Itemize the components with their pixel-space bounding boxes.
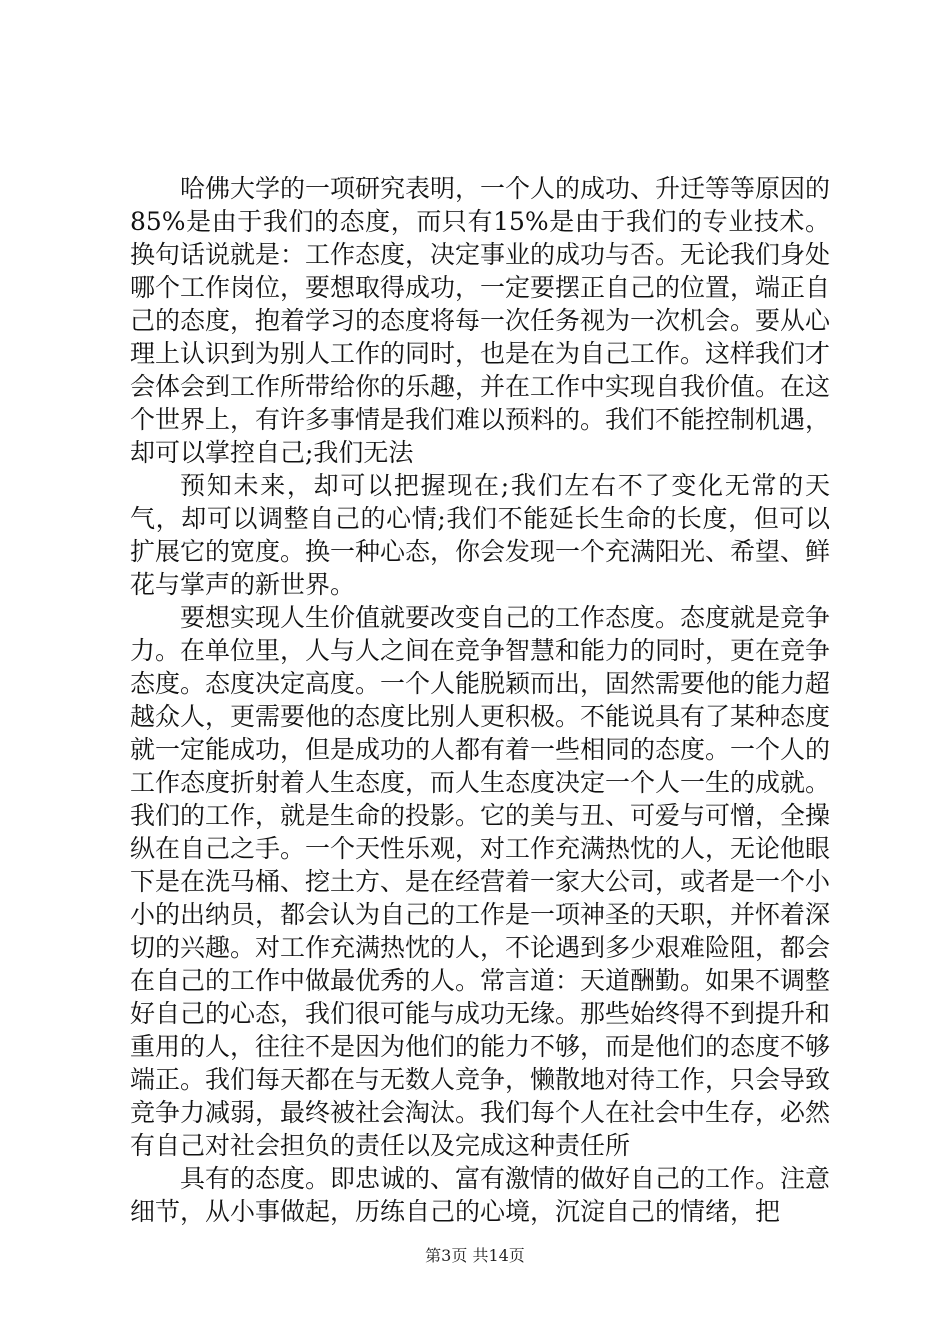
paragraph-3: 要想实现人生价值就要改变自己的工作态度。态度就是竞争力。在单位里，人与人之间在竞争智慧和能力的同时，更在竞争态度。态度决定高度。一个人能脱颖而出，固然需要他的能力超越众人，更需要他的态度比别人更积极。不能说具有了某种态度就一定能成功，但是成功的人都有着一些相同的态度。一个人的工作态度折射着人生态度，而人生态度决定一个人一生的成就。我们的工作，就是生命的投影。它的美与丑、可爱与可憎，全操纵在自己之手。一个天性乐观，对工作充满热忱的人，无论他眼下是在洗马桶、挖土方、是在经营着一家大公司，或者是一个小小的出纳员，都会认为自己的工作是一项神圣的天职，并怀着深切的兴趣。对工作充满热忱的人，不论遇到多少艰难险阻，都会在自己的工作中做最优秀的人。常言道：天道酬勤。如果不调整好自己的心态，我们很可能与成功无缘。那些始终得不到提升和重用的人，往往不是因为他们的能力不够，而是他们的态度不够端正。我们每天都在与无数人竞争，懒散地对待工作，只会导致竞争力减弱，最终被社会淘汰。我们每个人在社会中生存，必然有自己对社会担负的责任以及完成这种责任所	[130, 603, 831, 1160]
paragraph-2: 预知未来，却可以把握现在;我们左右不了变化无常的天气，却可以调整自己的心情;我们不能延长生命的长度，但可以扩展它的宽度。换一种心态，你会发现一个充满阳光、希望、鲜花与掌声的新世界。	[130, 471, 831, 599]
paragraph-1: 哈佛大学的一项研究表明，一个人的成功、升迁等等原因的85%是由于我们的态度，而只有15%是由于我们的专业技术。换句话说就是：工作态度，决定事业的成功与否。无论我们身处哪个工作岗位，要想取得成功，一定要摆正自己的位置，端正自己的态度，抱着学习的态度将每一次任务视为一次机会。要从心理上认识到为别人工作的同时，也是在为自己工作。这样我们才会体会到工作所带给你的乐趣，并在工作中实现自我价值。在这个世界上，有许多事情是我们难以预料的。我们不能控制机遇，却可以掌控自己;我们无法	[130, 174, 831, 467]
document-body	[130, 172, 830, 1228]
paragraph-4: 具有的态度。即忠诚的、富有激情的做好自己的工作。注意细节，从小事做起，历练自己的心境，沉淀自己的情绪，把	[130, 1164, 831, 1226]
page-footer	[0, 1246, 950, 1266]
page-number: 第3页 共14页	[425, 1246, 525, 1265]
